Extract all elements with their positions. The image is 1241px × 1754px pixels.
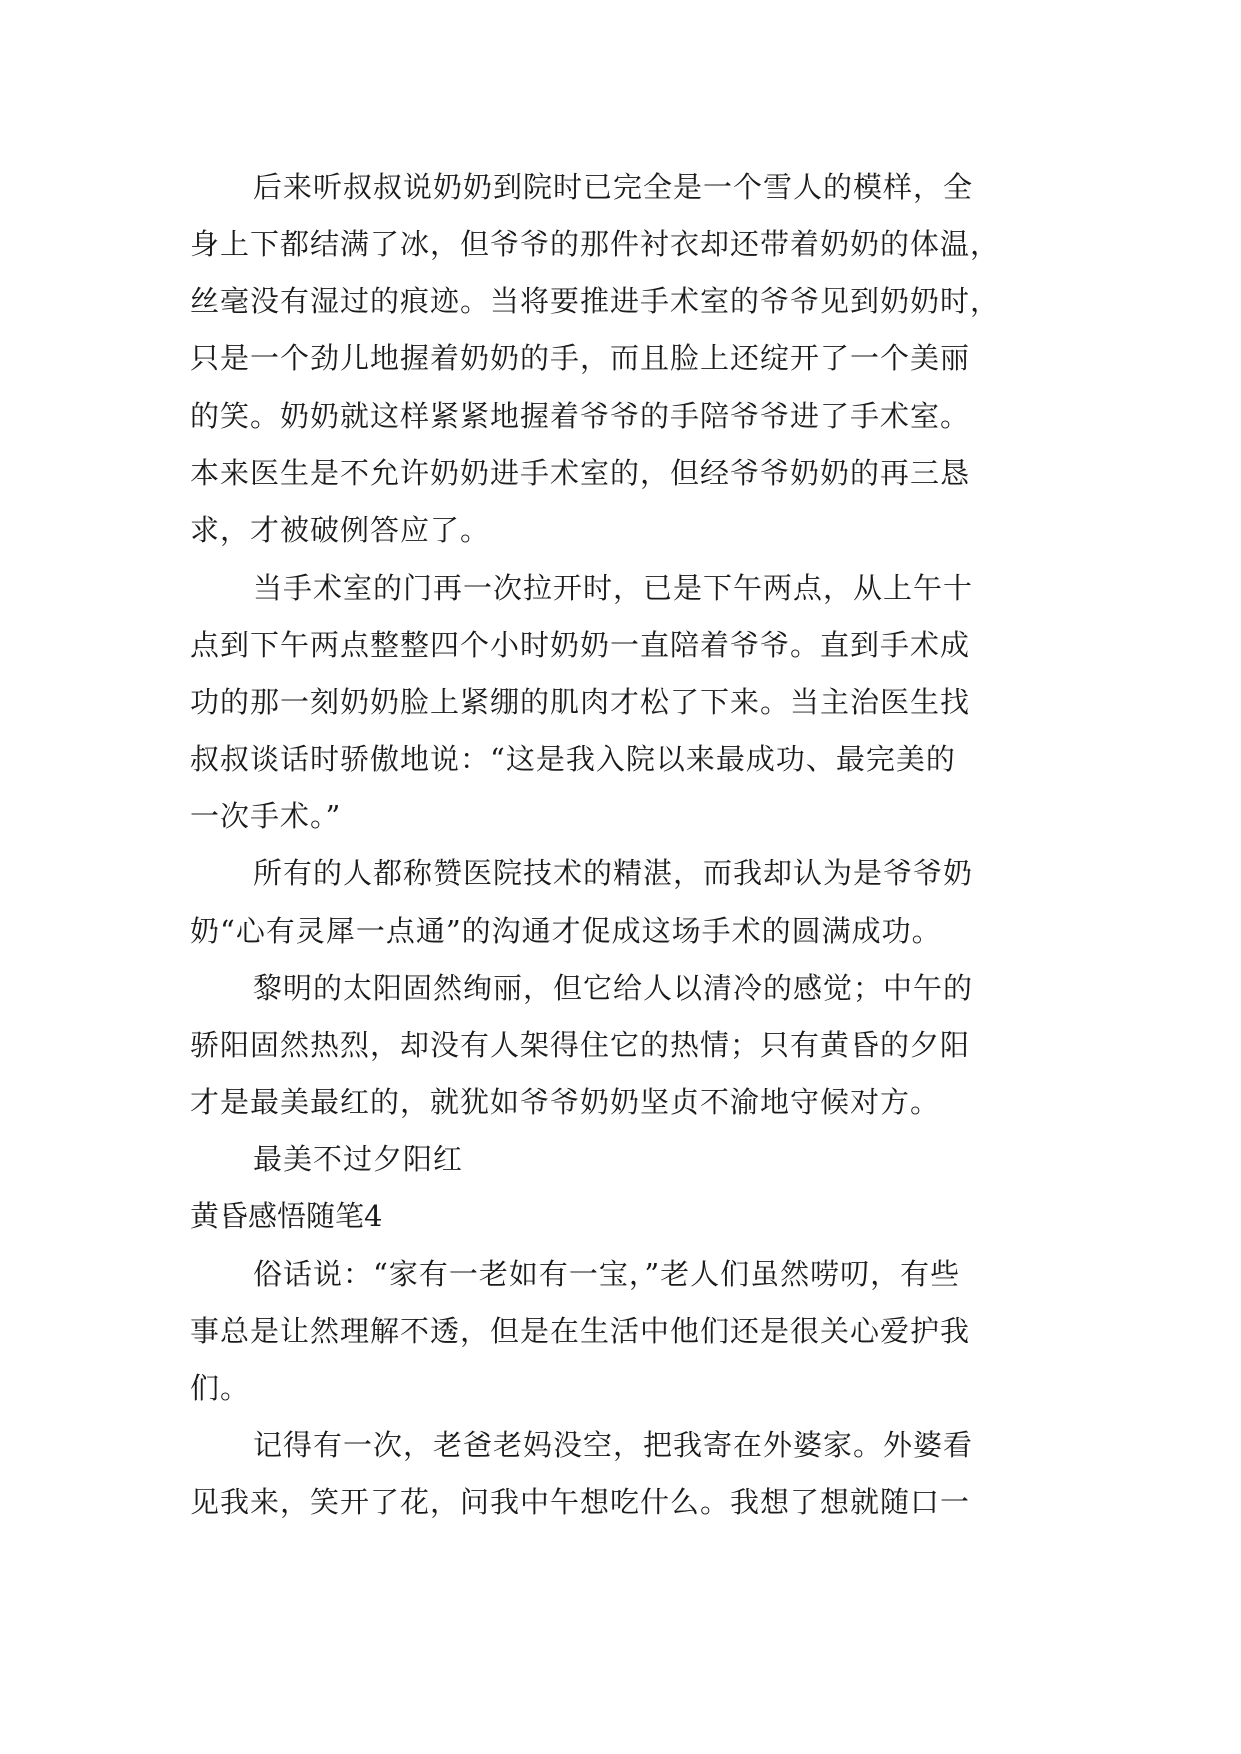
text-line: 功的那一刻奶奶脸上紧绷的肌肉才松了下来。当主治医生找 [190,685,971,719]
section-heading: 黄昏感悟随笔4 [190,1199,383,1233]
text-line: 当手术室的门再一次拉开时，已是下午两点，从上午十 [253,571,974,605]
text-line: 叔叔谈话时骄傲地说：“这是我入院以来最成功、最完美的 [190,742,956,776]
text-line: 们。 [190,1371,251,1405]
text-line: 只是一个劲儿地握着奶奶的手，而且脸上还绽开了一个美丽 [190,341,971,375]
text-line: 本来医生是不允许奶奶进手术室的，但经爷爷奶奶的再三恳 [190,456,971,490]
text-line: 事总是让然理解不透，但是在生活中他们还是很关心爱护我 [190,1314,971,1348]
text-line: 求，才被破例答应了。 [190,513,491,547]
text-line: 的笑。奶奶就这样紧紧地握着爷爷的手陪爷爷进了手术室。 [190,399,971,433]
text-line: 最美不过夕阳红 [253,1142,464,1176]
text-line: 点到下午两点整整四个小时奶奶一直陪着爷爷。直到手术成 [190,628,971,662]
text-line: 一次手术。” [190,799,342,833]
text-line: 才是最美最红的，就犹如爷爷奶奶坚贞不渝地守候对方。 [190,1085,941,1119]
text-line: 记得有一次，老爸老妈没空，把我寄在外婆家。外婆看 [253,1428,974,1462]
text-line: 见我来，笑开了花，问我中午想吃什么。我想了想就随口一 [190,1485,971,1519]
text-line: 丝毫没有湿过的痕迹。当将要推进手术室的爷爷见到奶奶时， [190,284,1001,318]
text-line: 俗话说：“家有一老如有一宝，”老人们虽然唠叨，有些 [253,1257,961,1291]
text-line: 黎明的太阳固然绚丽，但它给人以清冷的感觉；中午的 [253,971,974,1005]
text-line: 后来听叔叔说奶奶到院时已完全是一个雪人的模样，全 [253,170,974,204]
text-line: 奶“心有灵犀一点通”的沟通才促成这场手术的圆满成功。 [190,914,942,948]
text-line: 骄阳固然热烈，却没有人架得住它的热情；只有黄昏的夕阳 [190,1028,971,1062]
text-line: 身上下都结满了冰，但爷爷的那件衬衣却还带着奶奶的体温， [190,227,1001,261]
text-line: 所有的人都称赞医院技术的精湛，而我却认为是爷爷奶 [253,856,974,890]
